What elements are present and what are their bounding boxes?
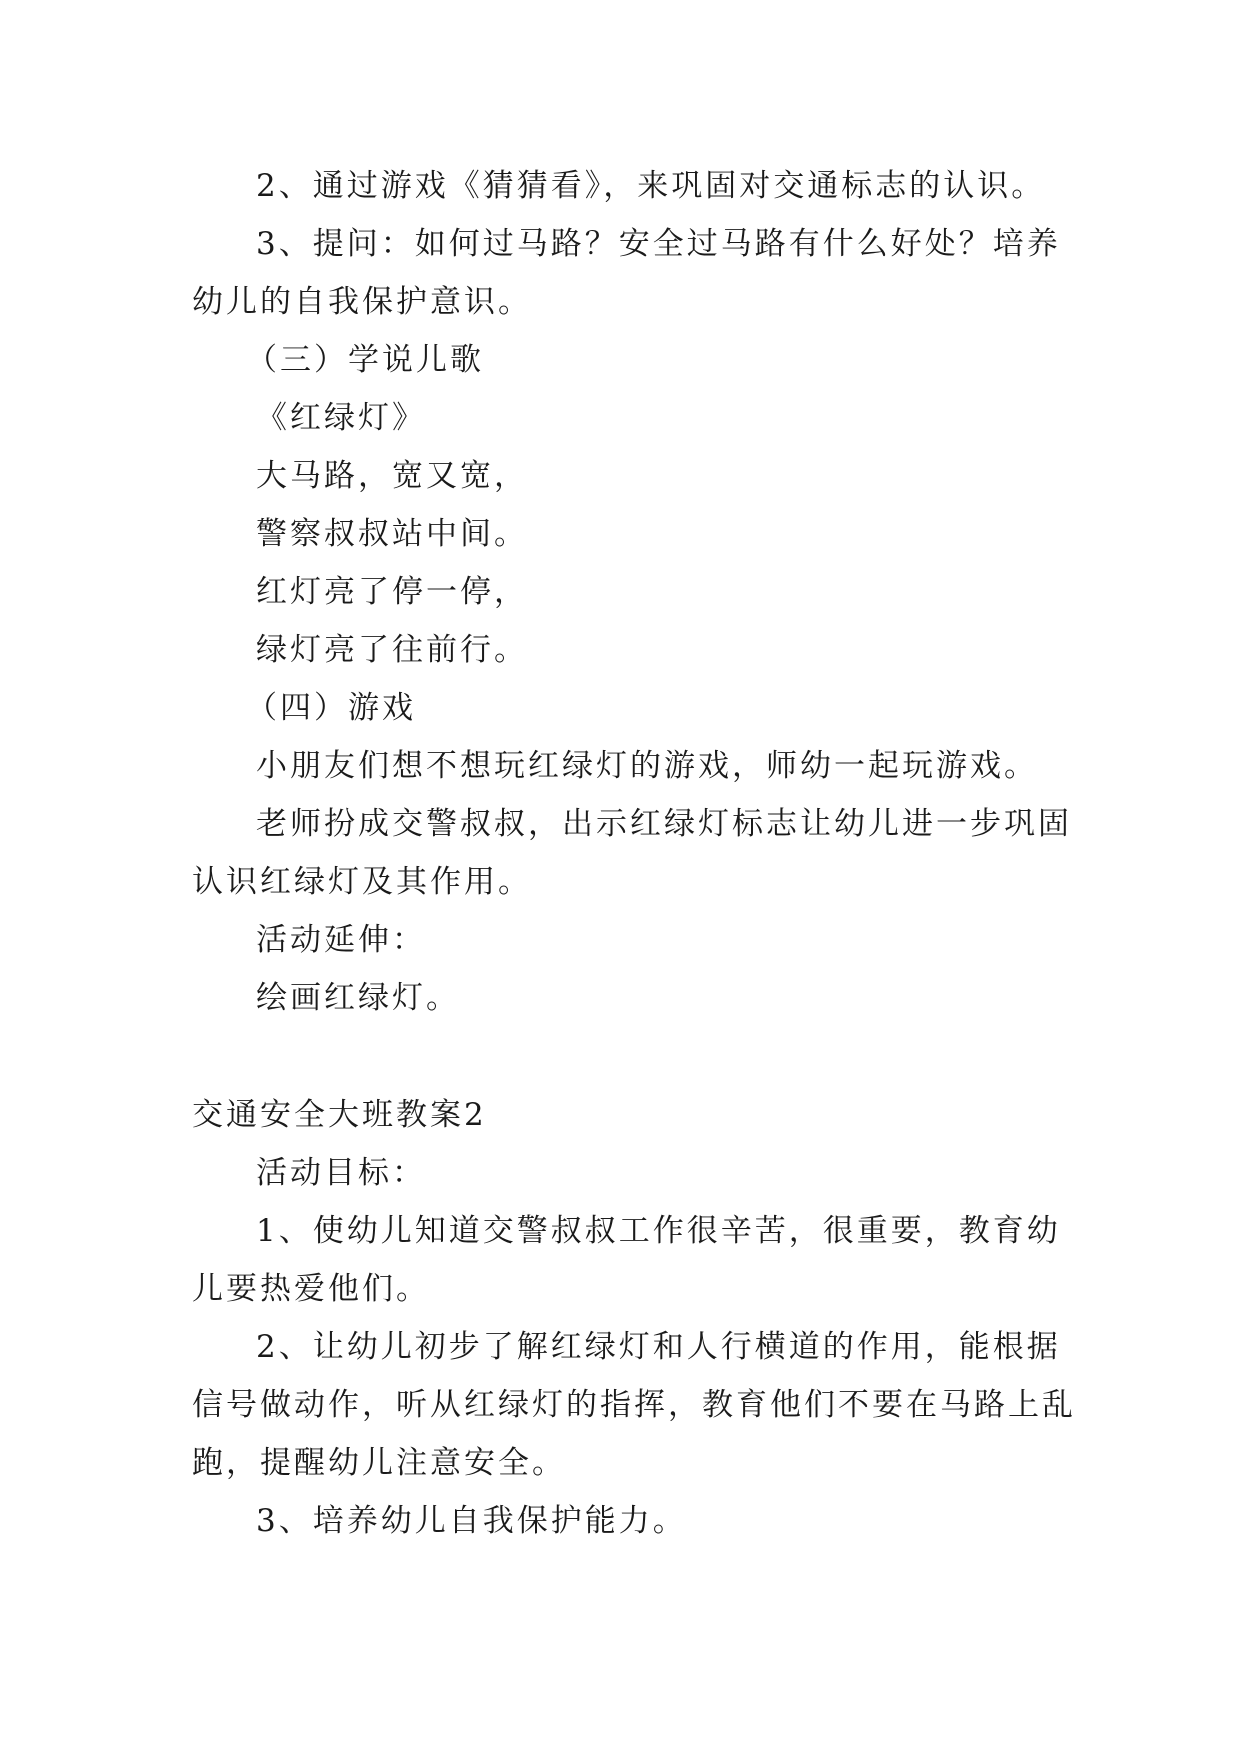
section-heading: （四）游戏 bbox=[246, 690, 416, 726]
text-line: 信号做动作，听从红绿灯的指挥，教育他们不要在马路上乱 bbox=[192, 1387, 1076, 1423]
text-line: 幼儿的自我保护意识。 bbox=[192, 284, 532, 320]
text-line: 老师扮成交警叔叔，出示红绿灯标志让幼儿进一步巩固 bbox=[256, 806, 1072, 842]
poem-line: 警察叔叔站中间。 bbox=[256, 516, 528, 552]
text-line: 2、通过游戏《猜猜看》，来巩固对交通标志的认识。 bbox=[256, 168, 1046, 204]
text-line: 小朋友们想不想玩红绿灯的游戏，师幼一起玩游戏。 bbox=[256, 748, 1038, 784]
text-line: 跑，提醒幼儿注意安全。 bbox=[192, 1445, 566, 1481]
poem-line: 红灯亮了停一停， bbox=[256, 574, 528, 610]
poem-line: 绿灯亮了往前行。 bbox=[256, 632, 528, 668]
text-line: 3、提问：如何过马路？安全过马路有什么好处？培养 bbox=[256, 226, 1061, 262]
text-line: 活动延伸： bbox=[256, 922, 426, 958]
section-heading: （三）学说儿歌 bbox=[246, 342, 484, 378]
text-line: 1、使幼儿知道交警叔叔工作很辛苦，很重要，教育幼 bbox=[256, 1213, 1061, 1249]
text-line: 认识红绿灯及其作用。 bbox=[192, 864, 532, 900]
text-line: 绘画红绿灯。 bbox=[256, 980, 460, 1016]
text-line: 活动目标： bbox=[256, 1155, 426, 1191]
poem-line: 大马路，宽又宽， bbox=[256, 458, 528, 494]
text-line: 儿要热爱他们。 bbox=[192, 1271, 430, 1307]
text-line: 3、培养幼儿自我保护能力。 bbox=[256, 1503, 687, 1539]
poem-title: 《红绿灯》 bbox=[256, 400, 426, 436]
document-title: 交通安全大班教案2 bbox=[192, 1097, 487, 1133]
text-line: 2、让幼儿初步了解红绿灯和人行横道的作用，能根据 bbox=[256, 1329, 1061, 1365]
